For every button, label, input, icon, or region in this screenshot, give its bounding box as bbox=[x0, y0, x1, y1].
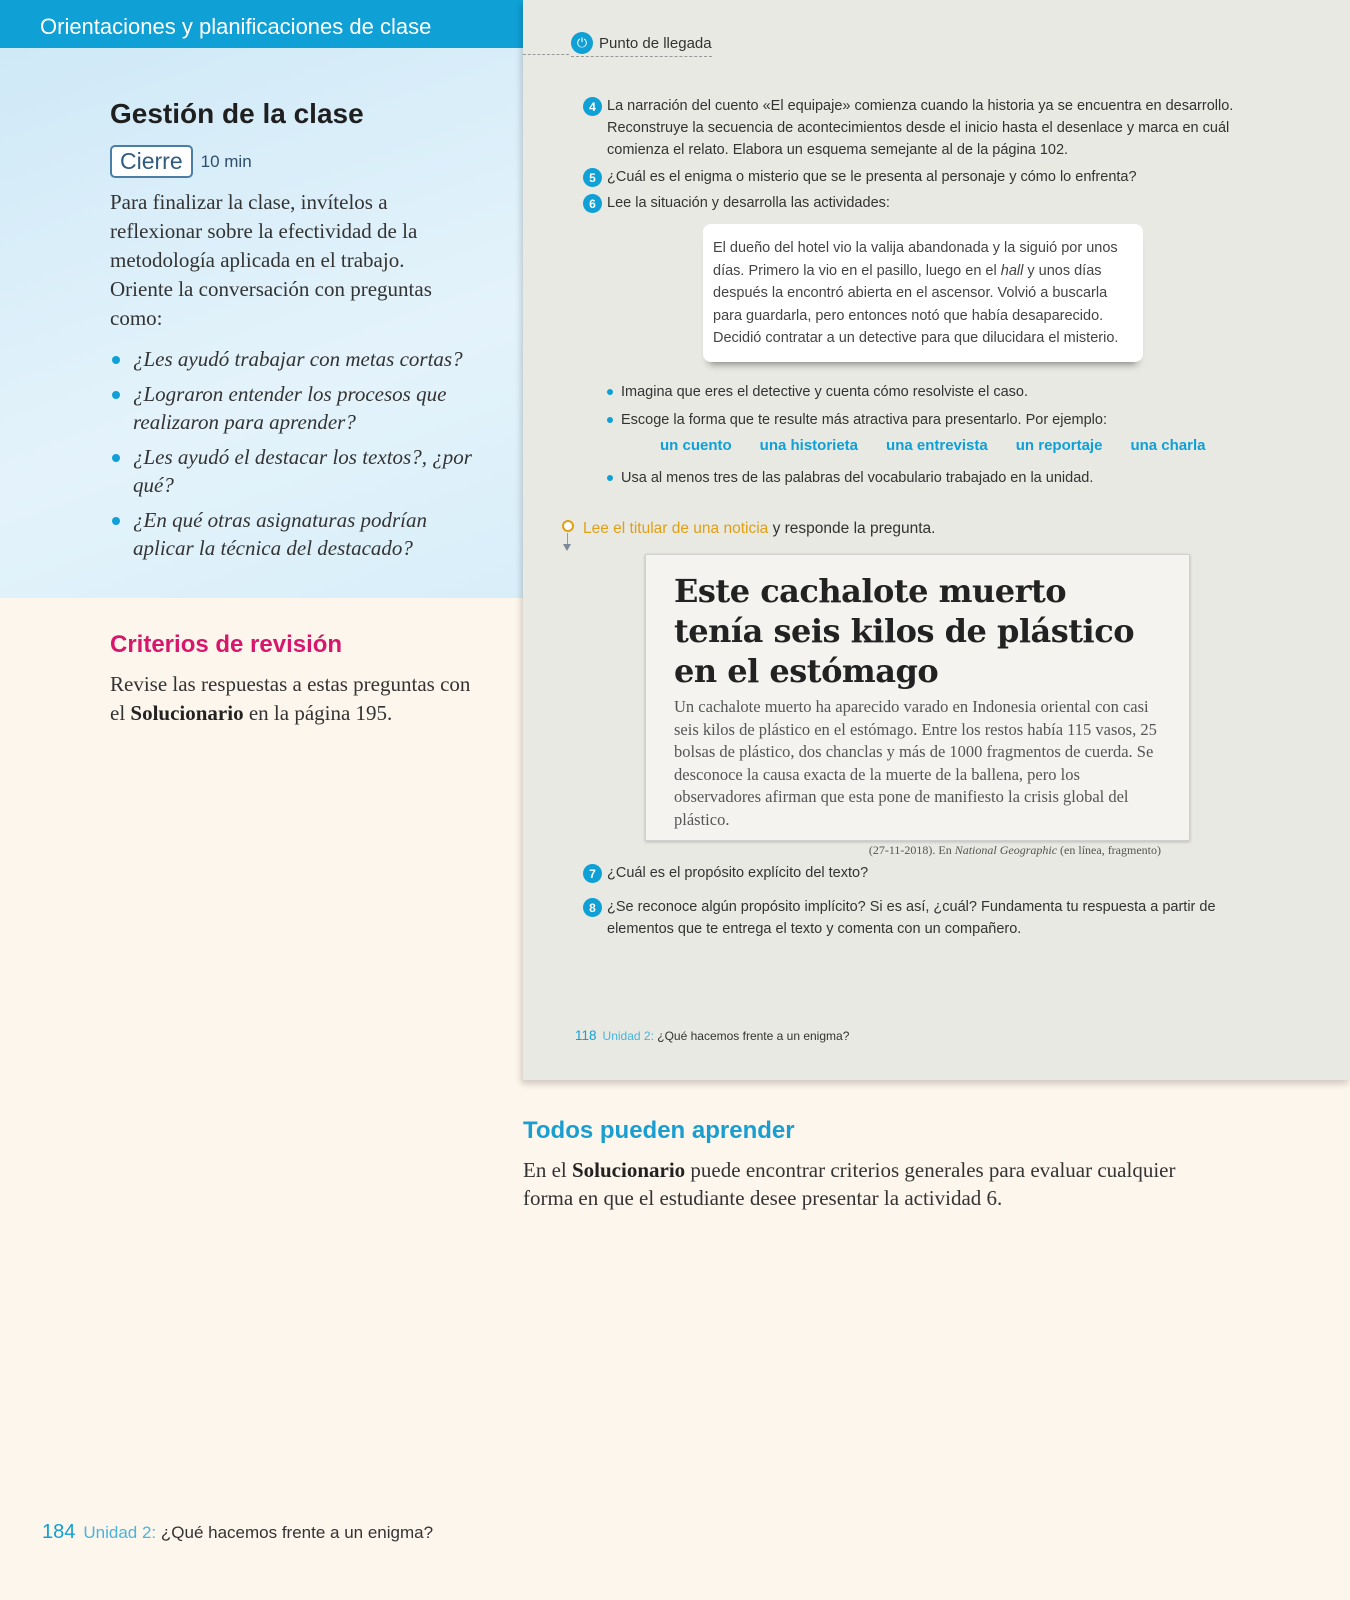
list-item: Usa al menos tres de las palabras del vocabulario trabajado en la unidad. bbox=[606, 467, 1246, 489]
list-item: ¿Les ayudó trabajar con metas cortas? bbox=[110, 345, 490, 373]
activity-7: 7 ¿Cuál es el propósito explícito del texto? bbox=[583, 862, 1243, 884]
punto-label: Punto de llegada bbox=[599, 34, 712, 52]
bullet-icon bbox=[607, 389, 613, 395]
bullet-icon bbox=[112, 454, 120, 462]
format-option: una charla bbox=[1130, 437, 1206, 454]
page-number: 184 bbox=[42, 1521, 76, 1543]
gestion-panel bbox=[0, 48, 524, 598]
student-page-footer: 118 Unidad 2: ¿Qué hacemos frente a un enigma? bbox=[575, 1028, 850, 1043]
format-option: un cuento bbox=[660, 437, 732, 454]
activity-4: 4 La narración del cuento «El equipaje» comienza cuando la historia ya se encuentra en desarrollo. Reconstruye la secuencia de acontecimientos desde el inicio hasta el desenlace y marca en cuál comienza el relato. Elabora un esquema semejante al de la página 102. bbox=[583, 95, 1243, 161]
punto-divider bbox=[523, 54, 569, 55]
format-option: una historieta bbox=[759, 437, 859, 454]
criterios-text: Revise las respuestas a estas preguntas con el Solucionario en la página 195. bbox=[110, 672, 471, 725]
criterios-title: Criterios de revisión bbox=[110, 631, 343, 658]
page-footer: 184 Unidad 2: ¿Qué hacemos frente a un enigma? bbox=[42, 1521, 434, 1543]
gestion-title: Gestión de la clase bbox=[110, 98, 364, 129]
number-badge: 6 bbox=[583, 194, 602, 213]
news-source: (27-11-2018). En National Geographic (en línea, fragmento) bbox=[868, 843, 1161, 857]
todos-text: En el Solucionario puede encontrar criterios generales para evaluar cualquier forma en que el estudiante desee presentar la actividad 6. bbox=[523, 1158, 1176, 1210]
gestion-question-list bbox=[110, 345, 490, 569]
list-item: Imagina que eres el detective y cuenta cómo resolviste el caso. bbox=[606, 381, 1246, 403]
story-box: El dueño del hotel vio la valija abandonada y la siguió por unos días. Primero la vio en el pasillo, luego en el hall y unos días después la encontró abierta en el ascensor. Volvió a buscarla para guardarla, pero entonces notó que había desaparecido. Decidió contratar a un detective para que dilucidara el misterio. bbox=[703, 224, 1143, 362]
list-item: ¿Les ayudó el destacar los textos?, ¿por qué? bbox=[110, 443, 490, 499]
activity-6: 6 Lee la situación y desarrolla las actividades: bbox=[583, 192, 1243, 214]
cierre-time: 10 min bbox=[200, 151, 252, 171]
bullet-icon bbox=[607, 475, 613, 481]
punto-de-llegada bbox=[571, 32, 712, 57]
number-badge: 7 bbox=[583, 864, 602, 883]
format-option: una entrevista bbox=[886, 437, 988, 454]
power-icon: ⏻ bbox=[571, 32, 593, 54]
bullet-icon bbox=[112, 517, 120, 525]
news-clipping bbox=[645, 554, 1190, 857]
todos-title: Todos pueden aprender bbox=[523, 1117, 795, 1144]
number-badge: 8 bbox=[583, 898, 602, 917]
activity-5: 5 ¿Cuál es el enigma o misterio que se le presenta al personaje y cómo lo enfrenta? bbox=[583, 166, 1243, 188]
list-item: ¿En qué otras asignaturas podrían aplicar la técnica del destacado? bbox=[110, 506, 490, 562]
list-item: ¿Lograron entender los procesos que realizaron para aprender? bbox=[110, 380, 490, 436]
solucionario-bold: Solucionario bbox=[571, 1158, 686, 1182]
bullet-icon bbox=[112, 391, 120, 399]
cierre-badge: Cierre bbox=[110, 145, 193, 178]
format-options bbox=[660, 437, 1205, 454]
arrow-down-icon bbox=[563, 544, 571, 551]
timeline-marker-icon bbox=[562, 520, 574, 532]
page-number: 118 bbox=[575, 1028, 597, 1043]
activity-8: 8 ¿Se reconoce algún propósito implícito? Si es así, ¿cuál? Fundamenta tu respuesta a partir de elementos que te entrega el texto y comenta con un compañero. bbox=[583, 896, 1243, 940]
cierre-row bbox=[110, 145, 252, 178]
number-badge: 4 bbox=[583, 97, 602, 116]
bullet-icon bbox=[112, 356, 120, 364]
header-title: Orientaciones y planificaciones de clase bbox=[40, 14, 432, 39]
header-bar bbox=[0, 0, 524, 48]
news-body: Un cachalote muerto ha aparecido varado en Indonesia oriental con casi seis kilos de plástico en el estómago. Entre los restos había 115 vasos, 25 bolsas de plástico, dos chanclas y más de 1000 fragmentos de cuerda. Se desconoce la causa exacta de la muerte de la ballena, pero los observadores afirman que esta pone de manifiesto la crisis global del plástico. bbox=[674, 697, 1157, 829]
format-option: un reportaje bbox=[1015, 437, 1103, 454]
bullet-icon bbox=[607, 417, 613, 423]
list-item: Escoge la forma que te resulte más atractiva para presentarlo. Por ejemplo: bbox=[606, 409, 1246, 431]
number-badge: 5 bbox=[583, 168, 602, 187]
gestion-intro: Para finalizar la clase, invítelos a reflexionar sobre la efectividad de la metodología aplicada en el trabajo. Oriente la conversación con preguntas como: bbox=[110, 190, 432, 330]
solucionario-bold: Solucionario bbox=[130, 701, 244, 725]
student-page bbox=[523, 0, 1350, 1080]
activity-bullets bbox=[606, 381, 1246, 489]
news-headline: Este cachalote muerto tenía seis kilos de plástico en el estómago bbox=[674, 572, 1135, 690]
lee-instruction: Lee el titular de una noticia y responde la pregunta. bbox=[583, 520, 936, 537]
